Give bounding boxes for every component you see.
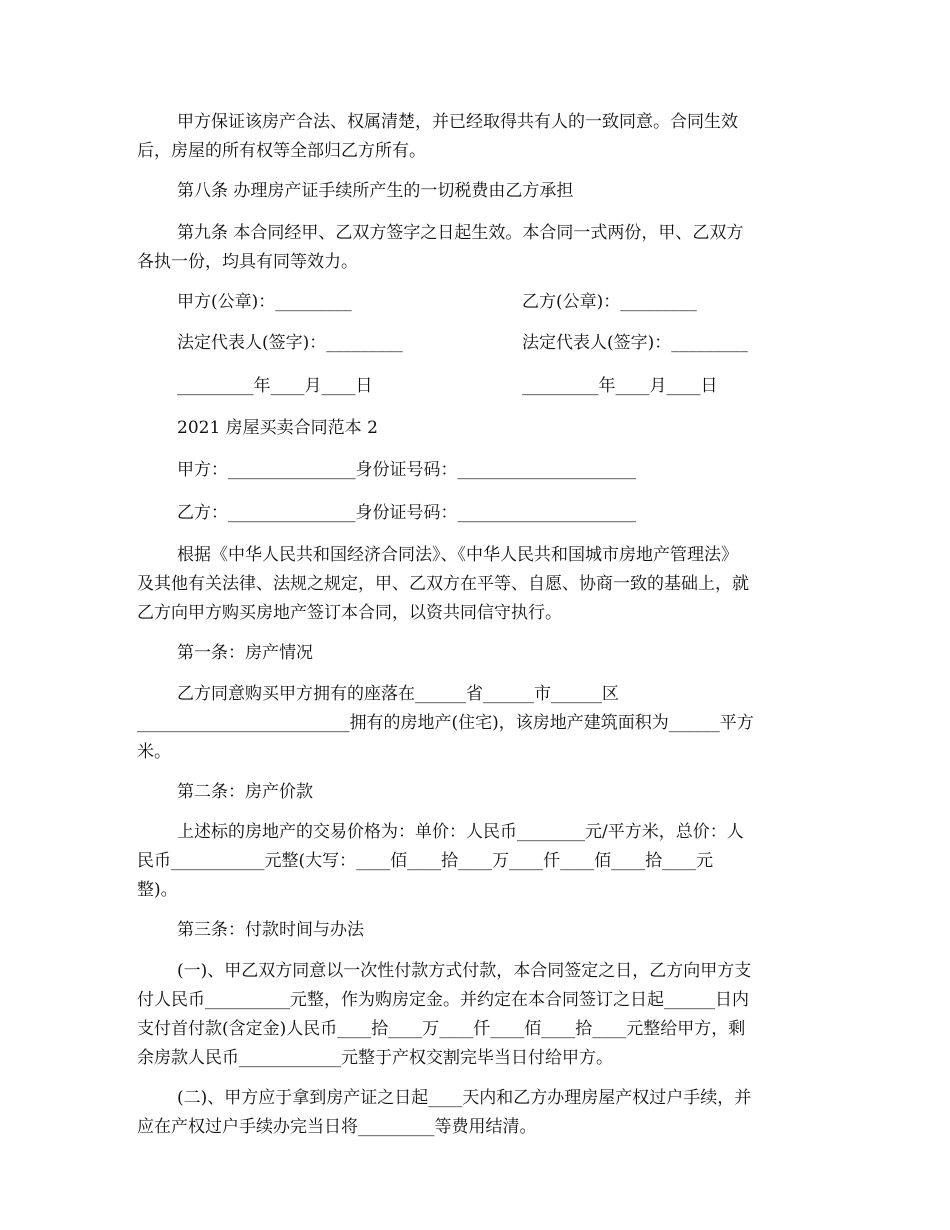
preamble-line-2: 及其他有关法律、法规之规定，甲、乙双方在平等、自愿、协商一致的基础上，就 bbox=[137, 574, 749, 594]
article-3-clause-1-line-2: 付人民币__________元整，作为购房定金。并约定在本合同签订之日起______日内 bbox=[137, 990, 749, 1010]
article-2-line-3: 整)。 bbox=[137, 880, 178, 900]
article-3-clause-1-line-4: 余房款人民币____________元整于产权交割完毕当日付给甲方。 bbox=[137, 1048, 613, 1068]
article-1-line-3: 米。 bbox=[137, 742, 171, 762]
article-9-line-1: 第九条 本合同经甲、乙双方签字之日起生效。本合同一式两份，甲、乙双方 bbox=[177, 223, 744, 243]
signature-party-a-rep: 法定代表人(签字)：_________ bbox=[177, 333, 403, 353]
party-a-id-line: 甲方：_______________身份证号码：_____________________ bbox=[177, 460, 636, 480]
article-3-clause-2-line-1: (二)、甲方应于拿到房产证之日起____天内和乙方办理房屋产权过户手续，并 bbox=[177, 1088, 752, 1108]
signature-party-b-rep: 法定代表人(签字)：_________ bbox=[522, 333, 748, 353]
preamble-line-3: 乙方向甲方购买房地产签订本合同，以资共同信守执行。 bbox=[137, 603, 562, 623]
article-3-clause-1-line-3: 支付首付款(含定金)人民币____拾____万____仟____佰____拾____元整给甲方，剩 bbox=[137, 1019, 746, 1039]
para-1-line-2: 后，房屋的所有权等全部归乙方所有。 bbox=[137, 141, 426, 161]
article-2-line-2: 民币___________元整(大写：____佰____拾____万____仟____佰____拾____元 bbox=[137, 851, 714, 871]
contract-2-title: 2021 房屋买卖合同范本 2 bbox=[177, 418, 378, 438]
article-3-clause-2-line-2: 应在产权过户手续办完当日将_________等费用结清。 bbox=[137, 1117, 537, 1137]
article-1-heading: 第一条：房产情况 bbox=[177, 643, 313, 663]
article-3-clause-1-line-1: (一)、甲乙双方同意以一次性付款方式付款，本合同签定之日，乙方向甲方支 bbox=[177, 961, 752, 981]
article-9-line-2: 各执一份，均具有同等效力。 bbox=[137, 252, 358, 272]
article-2-heading: 第二条：房产价款 bbox=[177, 782, 313, 802]
article-1-line-2: _________________________拥有的房地产(住宅)，该房地产建筑面积为______平方 bbox=[137, 713, 754, 733]
signature-party-a-seal: 甲方(公章)：_________ bbox=[177, 292, 352, 312]
signature-party-b-seal: 乙方(公章)：_________ bbox=[522, 292, 697, 312]
signature-party-b-date: _________年____月____日 bbox=[522, 376, 718, 396]
article-2-line-1: 上述标的房地产的交易价格为：单价：人民币________元/平方米，总价：人 bbox=[177, 822, 744, 842]
party-b-id-line: 乙方：_______________身份证号码：_____________________ bbox=[177, 503, 636, 523]
signature-party-a-date: _________年____月____日 bbox=[177, 376, 373, 396]
article-1-line-1: 乙方同意购买甲方拥有的座落在______省______市______区 bbox=[177, 684, 619, 704]
article-8: 第八条 办理房产证手续所产生的一切税费由乙方承担 bbox=[177, 181, 574, 201]
para-1-line-1: 甲方保证该房产合法、权属清楚，并已经取得共有人的一致同意。合同生效 bbox=[177, 112, 738, 132]
preamble-line-1: 根据《中华人民共和国经济合同法》、《中华人民共和国城市房地产管理法》 bbox=[177, 545, 738, 565]
article-3-heading: 第三条：付款时间与办法 bbox=[177, 920, 364, 940]
